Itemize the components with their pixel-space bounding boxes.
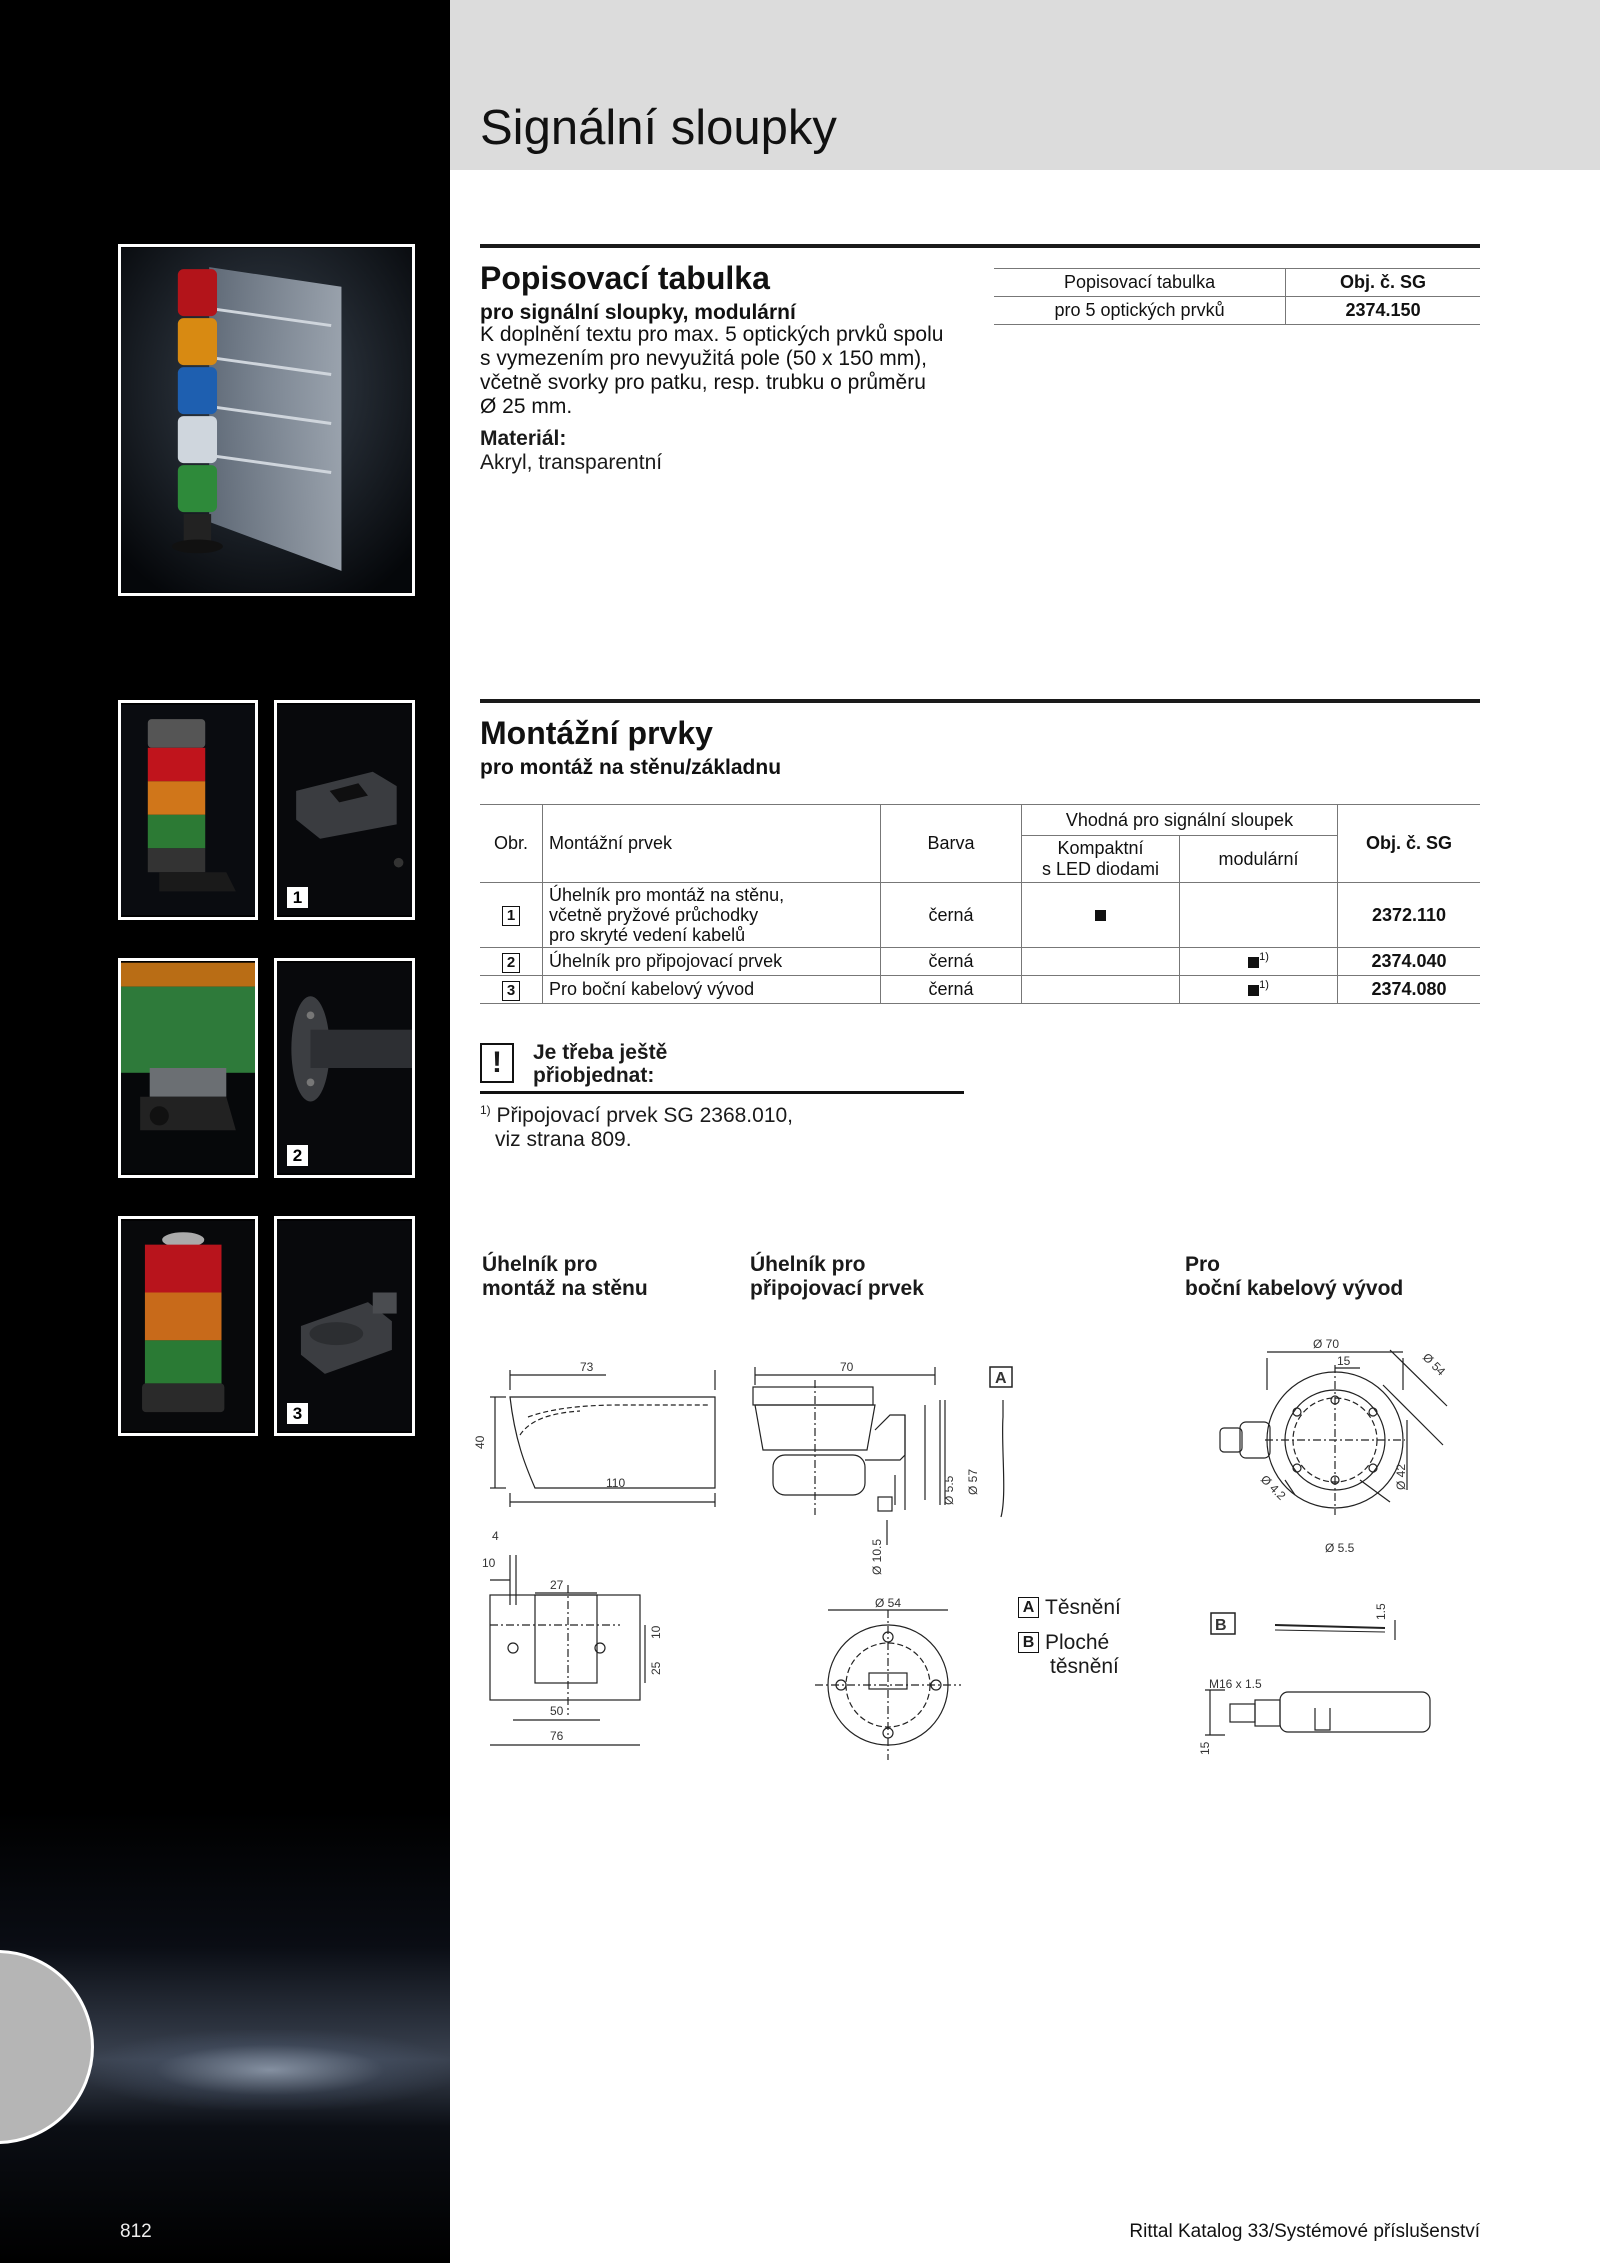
table-header-row xyxy=(994,269,1480,297)
table-cell: Úhelník pro připojovací prvek xyxy=(543,948,881,976)
footnote xyxy=(480,1098,793,1152)
dim-label: Ø 54 xyxy=(875,1596,902,1610)
dim-label: Ø 54 xyxy=(1419,1350,1449,1379)
badge-3: 3 xyxy=(287,1403,308,1424)
drawing-connector-bracket xyxy=(745,1345,1025,1785)
dim-label: 70 xyxy=(840,1360,854,1374)
table-cell: černá xyxy=(881,948,1022,976)
check-square-icon xyxy=(1248,957,1259,968)
section-rule-1 xyxy=(480,244,1480,248)
legend-a xyxy=(1018,1596,1121,1620)
dim-label: 10 xyxy=(482,1556,496,1570)
dim-label: 15 xyxy=(1337,1354,1351,1368)
table-cell xyxy=(480,976,543,1004)
description-line: K doplnění textu pro max. 5 optických prvků spolu xyxy=(480,323,944,346)
signal-tower-image xyxy=(121,1219,255,1433)
order-number: 2374.150 xyxy=(1286,297,1480,325)
photo-bracket-1 xyxy=(274,700,415,920)
legend-text: Ploché xyxy=(1045,1631,1110,1654)
dim-label: 15 xyxy=(1198,1741,1212,1755)
table-cell xyxy=(543,883,881,948)
warning-line: Je třeba ještě xyxy=(533,1041,668,1064)
legend-box: A xyxy=(1018,1597,1039,1618)
photo-tower-2 xyxy=(118,958,258,1178)
header-line: s LED diodami xyxy=(1041,859,1160,879)
order-number: 2372.110 xyxy=(1338,883,1481,948)
section2-subheading: pro montáž na stěnu/základnu xyxy=(480,756,782,779)
dim-label: 4 xyxy=(492,1529,499,1543)
page-title: Signální sloupky xyxy=(480,101,837,155)
dim-label: M16 x 1.5 xyxy=(1209,1677,1262,1691)
figure-number: 3 xyxy=(502,981,520,1001)
photo-bracket-3 xyxy=(274,1216,415,1436)
table-header-cell: modulární xyxy=(1180,836,1338,883)
table-header-cell xyxy=(1022,836,1180,883)
left-light-glow xyxy=(90,2030,450,2110)
drawing-caption-2 xyxy=(750,1253,924,1301)
footnote-line: viz strana 809. xyxy=(495,1128,632,1151)
drawing-caption-1 xyxy=(482,1253,648,1301)
mounting-table xyxy=(480,804,1480,1004)
dim-label: Ø 5.5 xyxy=(942,1475,956,1505)
catalog-footer: Rittal Katalog 33/Systémové příslušenství xyxy=(1129,2221,1480,2242)
table-header-row xyxy=(480,805,1480,836)
legend-text: těsnění xyxy=(1050,1655,1119,1678)
item-line: pro skryté vedení kabelů xyxy=(549,925,746,945)
check-square-icon xyxy=(1248,985,1259,996)
table-cell xyxy=(1180,883,1338,948)
table-cell xyxy=(480,948,543,976)
signal-tower-image xyxy=(121,703,255,917)
photo-label-plate xyxy=(118,244,415,596)
footnote-line: Připojovací prvek SG 2368.010, xyxy=(496,1104,794,1127)
warning-icon: ! xyxy=(480,1043,514,1083)
table-row xyxy=(480,883,1480,948)
drawing-caption-3 xyxy=(1185,1253,1403,1301)
dim-label: 76 xyxy=(550,1729,564,1743)
photo-bracket-2 xyxy=(274,958,415,1178)
page-number: 812 xyxy=(120,2221,152,2242)
order-number: 2374.080 xyxy=(1338,976,1481,1004)
dim-label: 25 xyxy=(649,1661,663,1675)
figure-number: 1 xyxy=(502,906,520,926)
dim-label: 50 xyxy=(550,1704,564,1718)
badge-1: 1 xyxy=(287,887,308,908)
table-row xyxy=(480,976,1480,1004)
table-cell xyxy=(1180,948,1338,976)
signal-tower-plate-image xyxy=(121,247,412,593)
dim-label: Ø 42 xyxy=(1394,1463,1408,1490)
order-number: 2374.040 xyxy=(1338,948,1481,976)
table-header-cell: Popisovací tabulka xyxy=(994,269,1286,297)
dim-label: 40 xyxy=(473,1435,487,1449)
badge-2: 2 xyxy=(287,1145,308,1166)
warning-line: přiobjednat: xyxy=(533,1064,655,1087)
material-label: Materiál: xyxy=(480,427,567,450)
caption-line: připojovací prvek xyxy=(750,1277,924,1300)
drawing-wall-bracket xyxy=(470,1345,740,1745)
item-line: včetně pryžové průchodky xyxy=(549,905,759,925)
figure-number: 2 xyxy=(502,953,520,973)
footnote-mark: 1) xyxy=(480,1103,491,1117)
label-b: B xyxy=(1215,1617,1227,1634)
connector-bracket-image xyxy=(277,961,412,1175)
dim-label: Ø 57 xyxy=(966,1468,980,1495)
dim-label: 1.5 xyxy=(1374,1603,1388,1620)
table-cell xyxy=(1022,976,1180,1004)
table-cell: černá xyxy=(881,883,1022,948)
check-square-icon xyxy=(1095,910,1106,921)
section1-subheading: pro signální sloupky, modulární xyxy=(480,301,796,324)
header-line: Kompaktní xyxy=(1057,838,1144,858)
table-cell: Pro boční kabelový vývod xyxy=(543,976,881,1004)
dim-label: 10 xyxy=(649,1625,663,1639)
photo-tower-3 xyxy=(118,1216,258,1436)
table-row xyxy=(994,297,1480,325)
caption-line: Úhelník pro xyxy=(482,1253,598,1276)
dim-label: Ø 70 xyxy=(1313,1337,1340,1351)
table-cell: pro 5 optických prvků xyxy=(994,297,1286,325)
wall-bracket-image xyxy=(277,703,412,917)
table-header-cell: Vhodná pro signální sloupek xyxy=(1022,805,1338,836)
table-row xyxy=(480,948,1480,976)
description-line: včetně svorky pro patku, resp. trubku o průměru xyxy=(480,371,926,394)
table-header-cell: Barva xyxy=(881,805,1022,883)
section2-heading: Montážní prvky xyxy=(480,715,713,751)
dim-label: 27 xyxy=(550,1578,564,1592)
warning-text xyxy=(533,1041,667,1087)
photo-tower-1 xyxy=(118,700,258,920)
caption-line: Úhelník pro xyxy=(750,1253,866,1276)
description-line: Ø 25 mm. xyxy=(480,395,573,418)
table-cell xyxy=(1022,883,1180,948)
table-cell xyxy=(1022,948,1180,976)
section1-heading: Popisovací tabulka xyxy=(480,260,770,296)
table-header-cell: Obj. č. SG xyxy=(1338,805,1481,883)
table-header-cell: Montážní prvek xyxy=(543,805,881,883)
dim-label: 73 xyxy=(580,1360,594,1374)
label-a: A xyxy=(995,1370,1007,1387)
table-cell: černá xyxy=(881,976,1022,1004)
caption-line: boční kabelový vývod xyxy=(1185,1277,1404,1300)
section-rule-2 xyxy=(480,699,1480,703)
table-header-cell: Obr. xyxy=(480,805,543,883)
section1-description xyxy=(480,323,943,419)
footnote-ref: 1) xyxy=(1259,979,1269,991)
dim-label: Ø 5.5 xyxy=(1325,1541,1355,1555)
warning-rule xyxy=(480,1091,964,1094)
signal-tower-image xyxy=(121,961,255,1175)
side-cable-outlet-image xyxy=(277,1219,412,1433)
material-value: Akryl, transparentní xyxy=(480,451,663,474)
drawing-side-cable-outlet xyxy=(1185,1330,1460,1760)
legend-b xyxy=(1018,1631,1119,1679)
legend-box: B xyxy=(1018,1632,1039,1653)
legend-text: Těsnění xyxy=(1045,1596,1121,1619)
caption-line: montáž na stěnu xyxy=(482,1277,648,1300)
dim-label: 110 xyxy=(606,1476,626,1490)
table-cell xyxy=(480,883,543,948)
footnote-ref: 1) xyxy=(1259,951,1269,963)
dim-label: Ø 4.2 xyxy=(1257,1472,1289,1503)
caption-line: Pro xyxy=(1185,1253,1221,1276)
table-cell xyxy=(1180,976,1338,1004)
description-line: s vymezením pro nevyužitá pole (50 x 150 mm), xyxy=(480,347,928,370)
dim-label: Ø 10.5 xyxy=(870,1538,884,1575)
label-plate-table xyxy=(994,268,1480,325)
item-line: Úhelník pro montáž na stěnu, xyxy=(549,885,785,905)
table-header-cell: Obj. č. SG xyxy=(1286,269,1480,297)
